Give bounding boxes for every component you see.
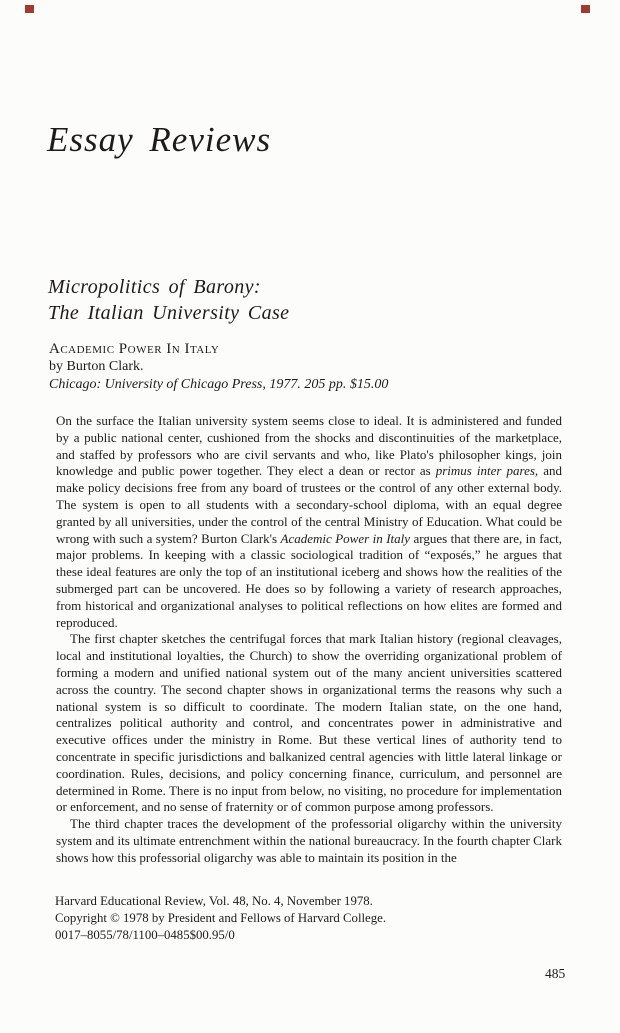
page-number: 485 bbox=[545, 966, 566, 981]
review-title bbox=[48, 274, 289, 326]
footer-journal-line: Harvard Educational Review, Vol. 48, No. 4, November 1978. bbox=[55, 894, 373, 908]
registration-mark-right bbox=[581, 5, 590, 13]
book-citation bbox=[49, 340, 388, 394]
body-paragraphs bbox=[56, 413, 562, 867]
review-title-line1: Micropolitics of Barony: bbox=[48, 276, 261, 298]
footer bbox=[55, 893, 386, 944]
paragraph: The first chapter sketches the centrifugal forces that mark Italian history (regional cleavages, local and institutional loyalties, the Church) to show the overriding organizational problem of forming a modern and unified national system out of the many ancient universities scattered across the country. The second chapter shows in organizational terms the reasons why such a national system is so difficult to coordinate. The modern Italian state, on the one hand, centralizes political authority and control, and concentrates power in administrative and executive offices under the ministry in Rome. But these vertical lines of authority tend to concentrate in specific jurisdictions and balkanized central agencies with little lateral linkage or coordination. Rules, decisions, and policy concerning finance, curriculum, and personnel are determined in Rome. There is no input from below, no visiting, no procedure for implementation or enforcement, and no sense of fraternity or of common purpose among professors. bbox=[56, 631, 562, 815]
registration-mark-left bbox=[25, 5, 34, 13]
book-imprint: Chicago: University of Chicago Press, 1977. 205 pp. $15.00 bbox=[49, 377, 389, 392]
book-title: Academic Power In Italy bbox=[49, 341, 220, 357]
paragraph: The third chapter traces the development of the professorial oligarchy within the university system and its ultimate entrenchment within the national bureaucracy. In the fourth chapter Clark shows how this professorial oligarchy was able to maintain its position in the bbox=[56, 816, 562, 865]
section-title: Essay Reviews bbox=[47, 120, 272, 159]
book-author: by Burton Clark. bbox=[49, 359, 144, 374]
paragraph: On the surface the Italian university system seems close to ideal. It is administered and funded by a public national center, cushioned from the shocks and discontinuities of the marketplace, and staffed by professors who are civil servants and who, like Plato's philosopher kings, join knowledge and public power together. They elect a dean or rector as primus inter pares, and make policy decisions free from any board of trustees or the control of any other external body. The system is open to all students with a secondary-school diploma, with an equal degree granted by all universities, under the control of the central Ministry of Education. What could be wrong with such a system? Burton Clark's Academic Power in Italy argues that there are, in fact, major problems. In keeping with a classic sociological tradition of “exposés,” he argues that these ideal features are only the top of an institutional iceberg and shows how the realities of the submerged part can be uncovered. He does so by following a variety of research approaches, from historical and organizational analyses to political reflections on how elites are formed and reproduced. bbox=[56, 413, 562, 630]
review-title-line2: The Italian University Case bbox=[48, 302, 290, 324]
footer-issn-line: 0017–8055/78/1100–0485$00.95/0 bbox=[55, 928, 235, 942]
footer-copyright-line: Copyright © 1978 by President and Fellows of Harvard College. bbox=[55, 911, 387, 925]
